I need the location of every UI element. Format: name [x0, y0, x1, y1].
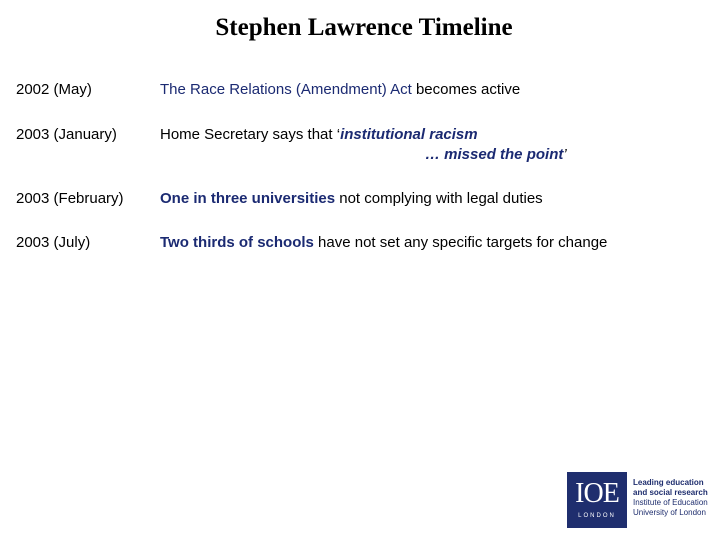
event-highlight: The Race Relations (Amendment) Act	[160, 81, 412, 98]
ioe-logo	[567, 472, 710, 528]
event-text: becomes active	[411, 81, 521, 98]
logo-city-text: LONDON	[578, 513, 616, 519]
ioe-logo-mark	[567, 472, 627, 528]
timeline-date: 2003 (January)	[16, 126, 117, 143]
timeline-date: 2003 (February)	[16, 190, 124, 207]
logo-tagline	[633, 478, 713, 518]
event-text: Home Secretary says that ‘	[160, 126, 341, 143]
event-quote-close: ’	[563, 146, 567, 163]
event-highlight: Two thirds of schools	[160, 234, 314, 251]
logo-tagline-line1: Leading education	[633, 478, 704, 487]
timeline-date: 2002 (May)	[16, 81, 92, 98]
event-highlight: One in three universities	[160, 190, 336, 207]
logo-tagline-line2: and social research	[633, 488, 708, 497]
logo-institute-line2: University of London	[633, 508, 706, 517]
event-text: have not set any specific targets for change	[313, 234, 608, 251]
event-quote-line2: … missed the point	[425, 146, 564, 163]
page-title: Stephen Lawrence Timeline	[215, 14, 513, 41]
logo-mark-text: IOE	[575, 478, 619, 509]
timeline-event	[160, 233, 607, 253]
event-quote-line1: institutional racism	[340, 126, 478, 143]
timeline-date: 2003 (July)	[16, 234, 91, 251]
logo-institute-line1: Institute of Education	[633, 498, 708, 507]
event-text: not complying with legal duties	[335, 190, 543, 207]
timeline-event	[160, 80, 520, 100]
timeline-event	[160, 125, 567, 165]
timeline-event	[160, 189, 543, 209]
